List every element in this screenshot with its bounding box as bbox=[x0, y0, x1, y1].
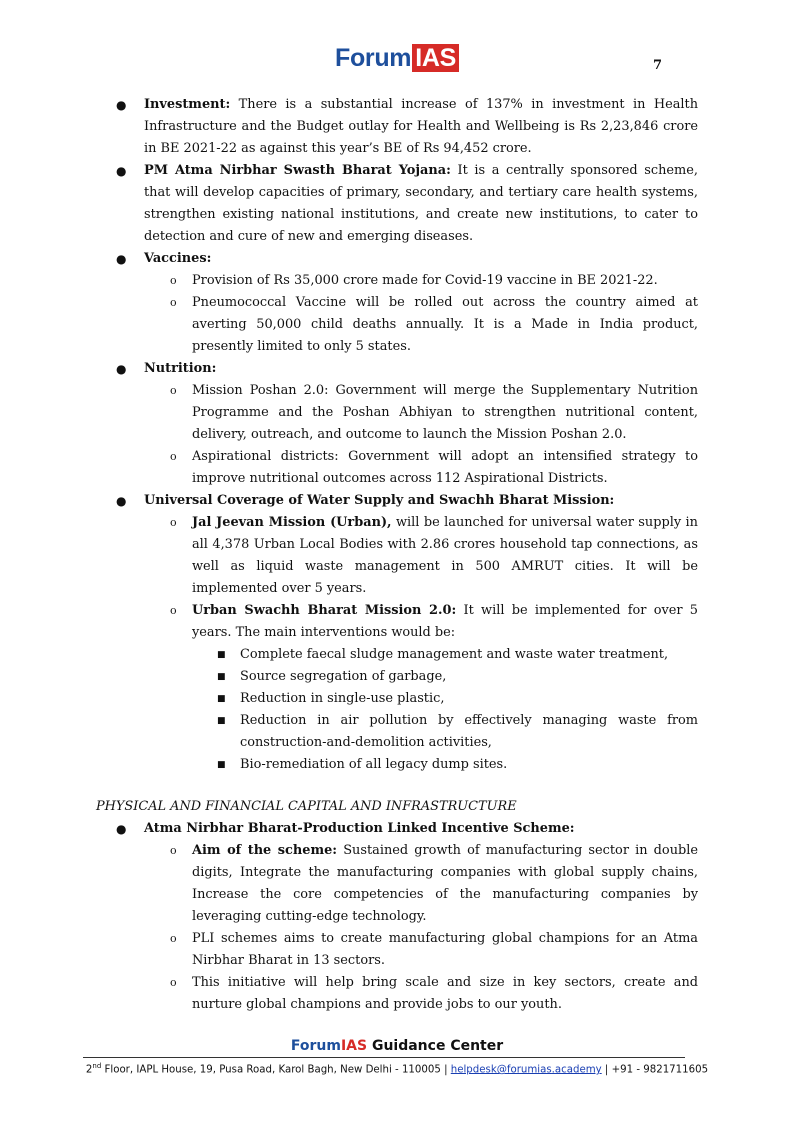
address-floor-number: 2 bbox=[85, 1064, 93, 1076]
sub-item bbox=[116, 380, 698, 446]
logo-ias-text: IAS bbox=[412, 44, 459, 72]
page-number: 7 bbox=[653, 58, 663, 73]
sub-item-label: Aim of the scheme: bbox=[192, 843, 338, 858]
page-content bbox=[96, 94, 698, 1016]
bullet-icon: ● bbox=[116, 98, 127, 112]
sub-item-text: Aspirational districts: Government will adopt an intensified strategy to improve nutritional outcomes across 112 Aspirational Districts. bbox=[192, 449, 698, 486]
circle-bullet-icon: o bbox=[170, 976, 177, 989]
intervention-item bbox=[116, 666, 698, 688]
bullet-icon: ● bbox=[116, 362, 127, 376]
sub-item bbox=[116, 446, 698, 490]
item-label: PM Atma Nirbhar Swasth Bharat Yojana: bbox=[144, 163, 451, 178]
sub-item bbox=[116, 270, 698, 292]
address-floor-suffix: nd bbox=[92, 1062, 102, 1070]
footer-ias-text: IAS bbox=[340, 1038, 368, 1054]
bullet-icon: ● bbox=[116, 164, 127, 178]
intervention-text: Bio-remediation of all legacy dump sites. bbox=[240, 757, 508, 772]
sub-item-text: Provision of Rs 35,000 crore made for Covid-19 vaccine in BE 2021-22. bbox=[192, 273, 658, 288]
circle-bullet-icon: o bbox=[170, 932, 177, 945]
intervention-item bbox=[116, 754, 698, 776]
list-item-pm-yojana bbox=[116, 160, 698, 248]
square-bullet-icon: ■ bbox=[217, 672, 226, 682]
forumias-logo bbox=[0, 44, 794, 73]
item-label: Atma Nirbhar Bharat-Production Linked Incentive Scheme: bbox=[144, 821, 575, 836]
item-label: Universal Coverage of Water Supply and Swachh Bharat Mission: bbox=[144, 493, 615, 508]
sub-item-label: Urban Swachh Bharat Mission 2.0: bbox=[192, 603, 457, 618]
address-text: Floor, IAPL House, 19, Pusa Road, Karol Bagh, New Delhi - 110005 | bbox=[101, 1064, 451, 1076]
sub-item-text: Mission Poshan 2.0: Government will merge the Supplementary Nutrition Programme and the Poshan Abhiyan to strengthen nutritional content, delivery, outreach, and outcome to launch the Mission Poshan 2.0. bbox=[192, 383, 698, 442]
item-label: Investment: bbox=[144, 97, 231, 112]
list-item-nutrition bbox=[116, 358, 698, 380]
sub-item bbox=[116, 292, 698, 358]
list-item-investment bbox=[116, 94, 698, 160]
email-link[interactable]: helpdesk@forumias.academy bbox=[450, 1064, 602, 1076]
square-bullet-icon: ■ bbox=[217, 716, 226, 726]
sub-item-text: will be launched for universal water supply in all 4,378 Urban Local Bodies with 2.86 crores household tap connections, as well as liquid waste management in 500 AMRUT cities. It will be implemented over 5 years. bbox=[192, 515, 698, 596]
footer-divider bbox=[83, 1057, 685, 1058]
item-text: It is a centrally sponsored scheme, that will develop capacities of primary, secondary, and tertiary care health systems, strengthen existing national institutions, and create new institutions, to cater to detection and cure of new and emerging diseases. bbox=[144, 163, 698, 244]
footer-forum-text: Forum bbox=[290, 1038, 341, 1054]
list-item-water-swachh bbox=[116, 490, 698, 512]
circle-bullet-icon: o bbox=[170, 296, 177, 309]
list-item-pli-scheme bbox=[116, 818, 698, 840]
circle-bullet-icon: o bbox=[170, 450, 177, 463]
circle-bullet-icon: o bbox=[170, 844, 177, 857]
sub-item-aim bbox=[116, 840, 698, 928]
square-bullet-icon: ■ bbox=[217, 650, 226, 660]
intervention-text: Reduction in single-use plastic, bbox=[240, 691, 445, 706]
square-bullet-icon: ■ bbox=[217, 760, 226, 770]
sub-item-text: It will be implemented for over 5 years. The main interventions would be: bbox=[192, 603, 698, 640]
sub-item-urban-swachh bbox=[116, 600, 698, 644]
footer-guidance-text: Guidance Center bbox=[367, 1038, 504, 1054]
circle-bullet-icon: o bbox=[170, 604, 177, 617]
sub-item-text: This initiative will help bring scale and size in key sectors, create and nurture global champions and provide jobs to our youth. bbox=[192, 975, 698, 1012]
intervention-item bbox=[116, 644, 698, 666]
circle-bullet-icon: o bbox=[170, 516, 177, 529]
bullet-icon: ● bbox=[116, 494, 127, 508]
item-text: There is a substantial increase of 137% in investment in Health Infrastructure and the Budget outlay for Health and Wellbeing is Rs 2,23,846 crore in BE 2021-22 as against this year’s BE of Rs 94,452 crore. bbox=[144, 97, 698, 156]
section-heading: PHYSICAL AND FINANCIAL CAPITAL AND INFRASTRUCTURE bbox=[96, 799, 517, 814]
intervention-item bbox=[116, 710, 698, 754]
sub-item bbox=[116, 928, 698, 972]
sub-item-text: Sustained growth of manufacturing sector in double digits, Integrate the manufacturing companies with global supply chains, Increase the core competencies of the manufacturing companies by leveraging cutting-edge technology. bbox=[192, 843, 698, 924]
sub-item bbox=[116, 972, 698, 1016]
footer-title bbox=[0, 1038, 794, 1054]
intervention-item bbox=[116, 688, 698, 710]
item-label: Nutrition: bbox=[144, 361, 217, 376]
sub-item-text: PLI schemes aims to create manufacturing global champions for an Atma Nirbhar Bharat in 13 sectors. bbox=[192, 931, 698, 968]
footer-address bbox=[0, 1062, 794, 1075]
logo-forum-text: Forum bbox=[334, 44, 412, 72]
sub-item-text: Pneumococcal Vaccine will be rolled out across the country aimed at averting 50,000 child deaths annually. It is a Made in India product, presently limited to only 5 states. bbox=[192, 295, 698, 354]
intervention-text: Source segregation of garbage, bbox=[240, 669, 447, 684]
intervention-text: Reduction in air pollution by effectively managing waste from construction-and-demolition activities, bbox=[240, 713, 698, 750]
circle-bullet-icon: o bbox=[170, 274, 177, 287]
intervention-text: Complete faecal sludge management and waste water treatment, bbox=[240, 647, 669, 662]
circle-bullet-icon: o bbox=[170, 384, 177, 397]
phone-text: | +91 - 9821711605 bbox=[601, 1064, 709, 1076]
item-label: Vaccines: bbox=[144, 251, 212, 266]
list-item-vaccines bbox=[116, 248, 698, 270]
square-bullet-icon: ■ bbox=[217, 694, 226, 704]
bullet-icon: ● bbox=[116, 822, 127, 836]
bullet-icon: ● bbox=[116, 252, 127, 266]
sub-item-label: Jal Jeevan Mission (Urban), bbox=[192, 515, 392, 530]
sub-item-jal-jeevan bbox=[116, 512, 698, 600]
